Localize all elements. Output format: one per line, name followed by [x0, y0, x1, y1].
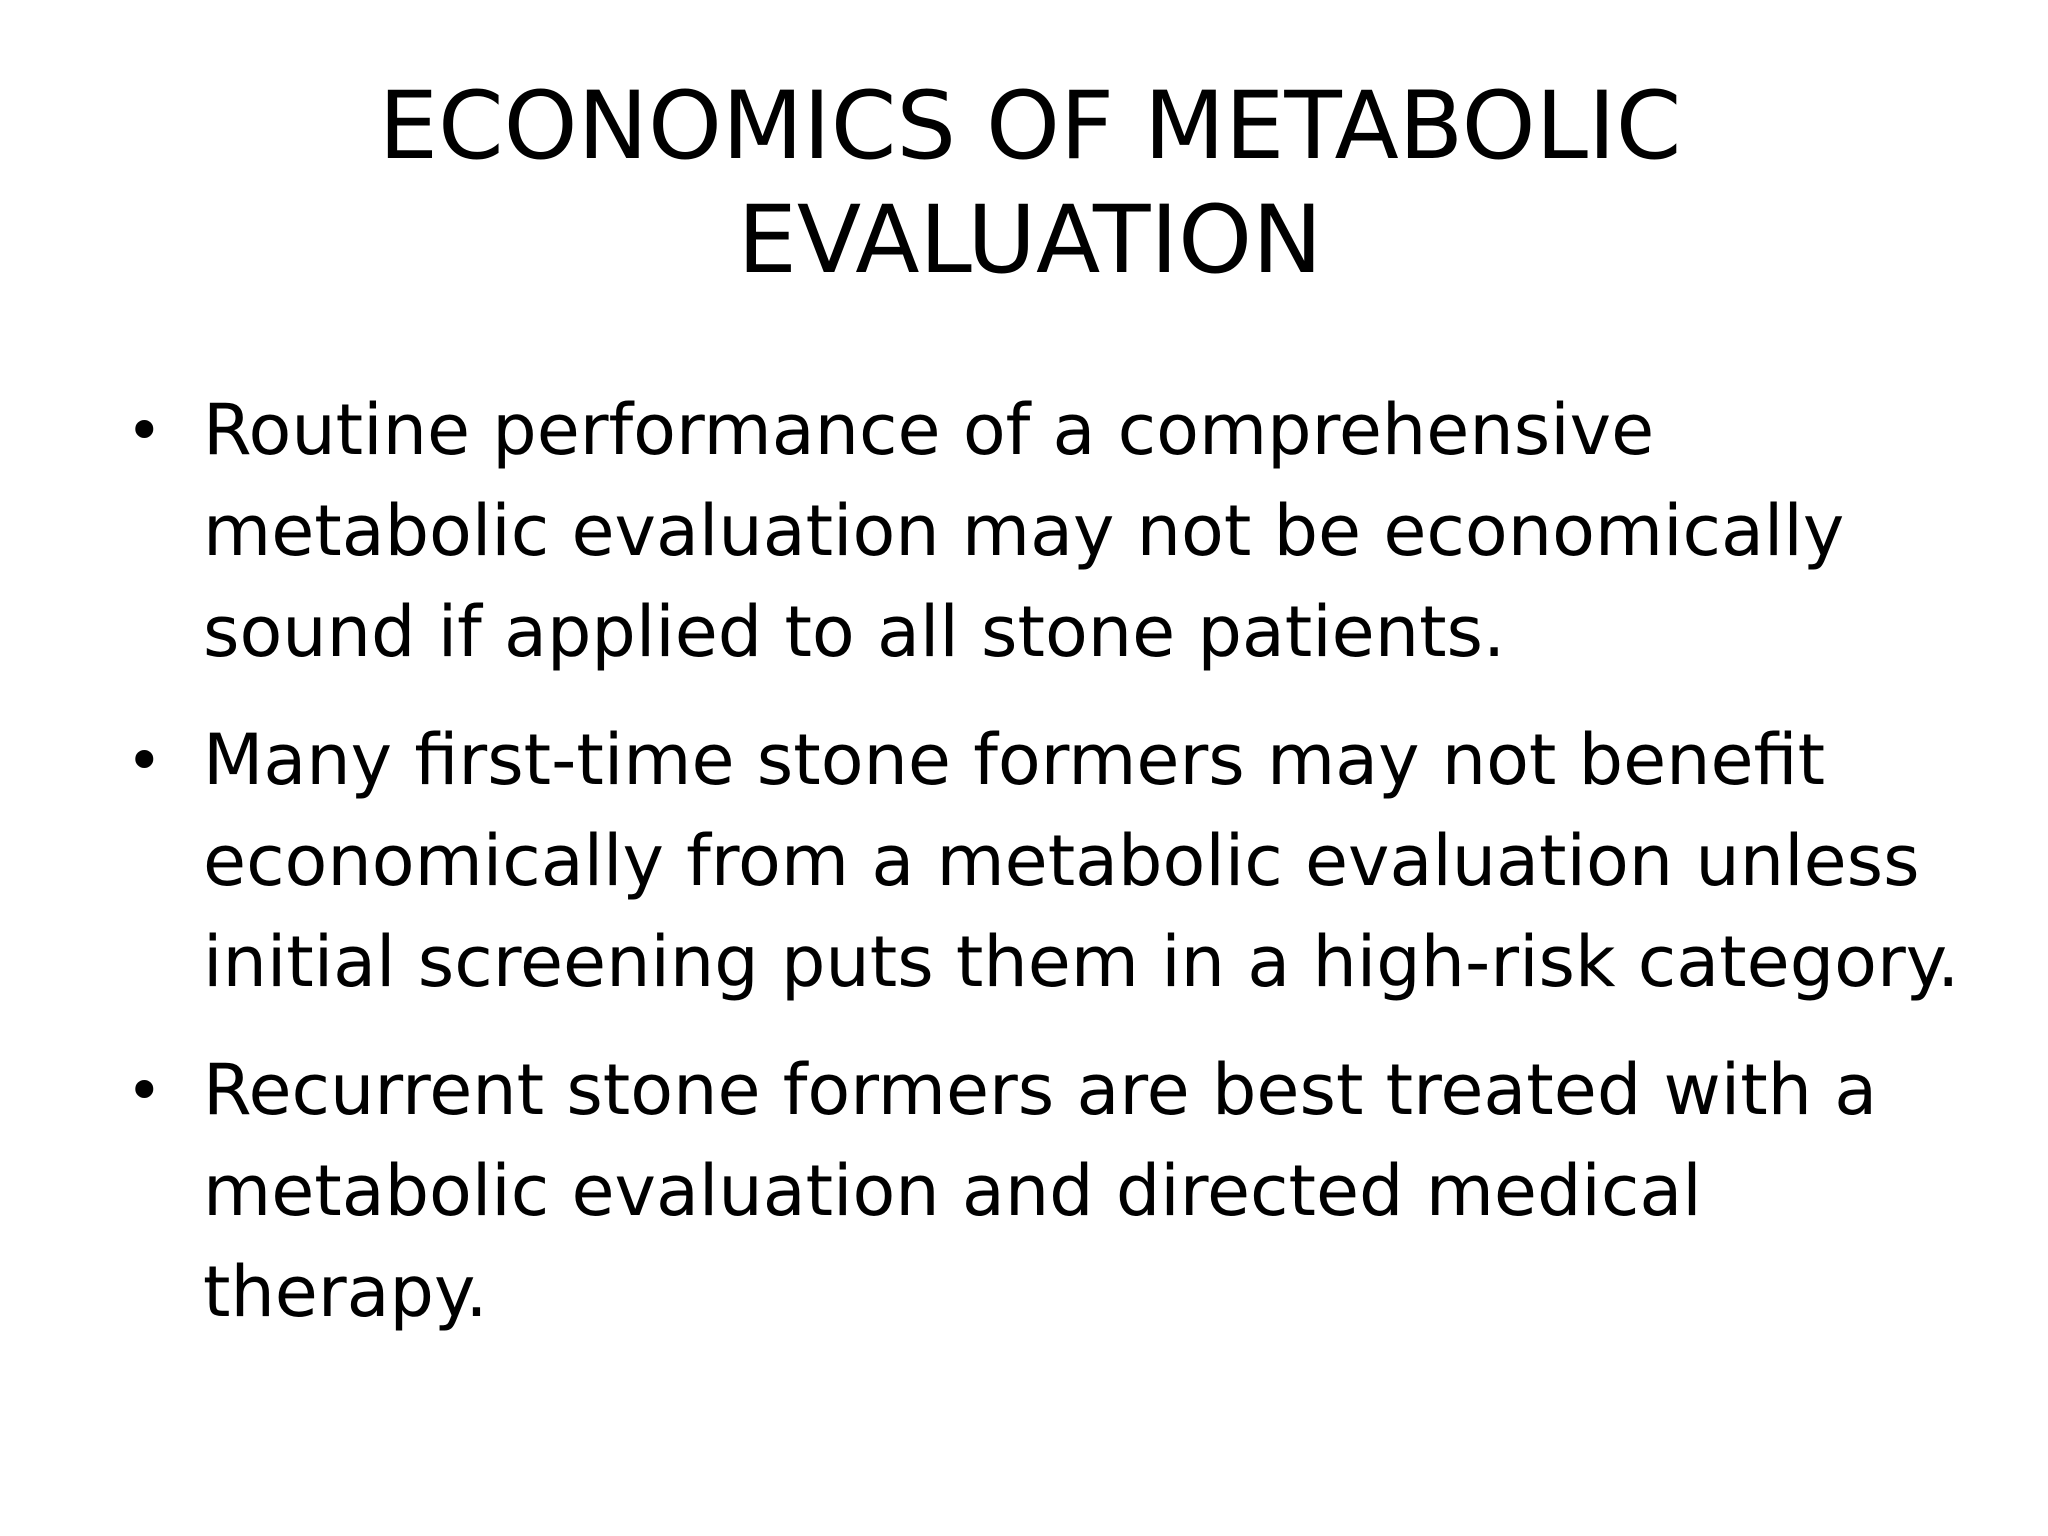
- bullet-icon: •: [126, 1054, 163, 1127]
- bullet-text-line: Recurrent stone formers are best treated with a: [203, 1049, 1878, 1131]
- bullet-text-line: metabolic evaluation may not be economically: [203, 490, 1845, 572]
- bullet-text-line: therapy.: [203, 1251, 488, 1333]
- bullet-item: [118, 1040, 1978, 1343]
- bullet-text-line: initial screening puts them in a high-risk category.: [203, 921, 1960, 1003]
- bullet-text-line: economically from a metabolic evaluation unless: [203, 820, 1920, 902]
- slide-title: [140, 70, 1920, 298]
- bullet-icon: •: [126, 394, 163, 467]
- bullet-text-line: sound if applied to all stone patients.: [203, 591, 1506, 673]
- bullet-list: [118, 380, 1978, 1370]
- title-line: ECONOMICS OF METABOLIC: [378, 72, 1682, 181]
- bullet-text-line: metabolic evaluation and directed medical: [203, 1150, 1702, 1232]
- bullet-icon: •: [126, 724, 163, 797]
- title-line: EVALUATION: [737, 186, 1323, 295]
- bullet-text-line: Many first-time stone formers may not benefit: [203, 719, 1826, 801]
- bullet-item: [118, 380, 1978, 683]
- bullet-text-line: Routine performance of a comprehensive: [203, 389, 1655, 471]
- bullet-item: [118, 710, 1978, 1013]
